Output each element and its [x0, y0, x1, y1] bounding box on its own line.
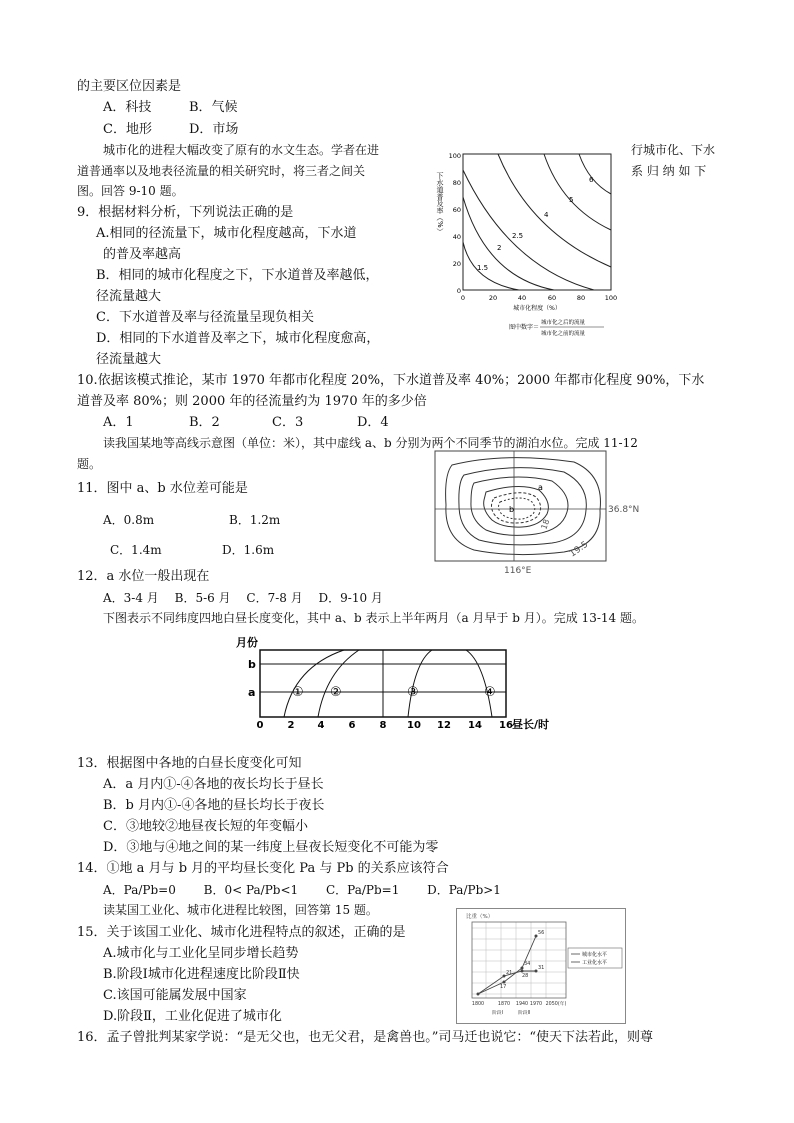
q9-option-b-2: 径流量越大: [96, 289, 162, 304]
runoff-label-4: 4: [544, 211, 549, 219]
q10-option-a: A．1: [103, 415, 134, 430]
intro-13-14: 下图表示不同纬度四地白昼长度变化，其中 a、b 表示上半年两月（a 月早于 b 月）。完成 13-14 题。: [103, 611, 644, 625]
q13-option-a: A．a 月内①-④各地的夜长均长于昼长: [103, 777, 324, 792]
contour-label-b: b: [509, 505, 515, 514]
runoff-label-6: 6: [589, 176, 594, 184]
q8-option-d: D．市场: [189, 122, 239, 137]
q11-option-a: A．0.8m: [103, 513, 155, 527]
intro-9-10-line2-right: 系 归 纳 如 下: [631, 164, 707, 178]
runoff-xlabel: 城市化程度（%）: [513, 305, 561, 312]
daylength-curve-2: [318, 650, 359, 717]
q10-line2: 道普及率 80%；则 2000 年的径流量约为 1970 年的多少倍: [77, 394, 427, 409]
runoff-figure: [434, 142, 620, 342]
runoff-ytick-0: 0: [456, 287, 461, 295]
daylength-curve-4: [466, 650, 492, 717]
intro-11-12-line2: 题。: [77, 457, 102, 471]
daylength-xtick-0: 0: [256, 720, 264, 731]
runoff-label-5: 5: [569, 196, 574, 204]
daylength-xtick-14: 14: [468, 720, 482, 731]
q13-option-b: B．b 月内①-④各地的昼长均长于夜长: [103, 798, 325, 813]
intro-9-10-line1: 城市化的进程大幅改变了原有的水文生态。学者在进: [103, 143, 380, 157]
q15-option-d: D.阶段Ⅱ，工业化促进了城市化: [103, 1009, 282, 1024]
daylength-xtick-2: 2: [287, 720, 295, 731]
urbanization-ylabel: 比重（%）: [466, 914, 494, 920]
urbanization-value-28: 28: [522, 973, 529, 979]
daylength-curve-1: [284, 650, 344, 717]
q15-option-b: B.阶段Ⅰ城市化进程速度比阶段Ⅱ快: [103, 967, 300, 982]
q16-line: 16．孟子曾批判某家学说：“是无父也，也无父君，是禽兽也。”司马迁也说它：“使天下法若此，则尊: [77, 1030, 653, 1045]
intro-9-10-line1-right: 行城市化、下水: [631, 143, 716, 157]
runoff-label-1-5: 1.5: [477, 264, 489, 272]
runoff-label-2: 2: [497, 244, 502, 252]
q14-options: A．Pa/Pb=0 B．0< Pa/Pb<1 C．Pa/Pb=1 D．Pa/Pb>1: [103, 883, 501, 897]
runoff-xtick-20: 20: [488, 294, 498, 302]
contour-label-19-5: 19.5: [567, 539, 591, 560]
q10-line1: 10.依据该模式推论，某市 1970 年都市化程度 20%，下水道普及率 40%；2000 年都市化程度 90%，下水: [77, 373, 705, 388]
urbanization-xtick-1940: 1940: [515, 1002, 529, 1007]
runoff-ytick-20: 20: [452, 260, 461, 268]
daylength-xtick-4: 4: [317, 720, 325, 731]
q11-option-d: D．1.6m: [222, 543, 275, 557]
q10-option-c: C．3: [272, 415, 304, 430]
urbanization-value-34: 34: [524, 961, 531, 967]
q15-option-a: A.城市化与工业化呈同步增长趋势: [103, 946, 299, 961]
runoff-ytick-100: 100: [448, 152, 461, 160]
urbanization-xtick-1870: 1870: [497, 1002, 511, 1007]
daylength-xtick-8: 8: [379, 720, 387, 731]
urbanization-figure: [456, 908, 626, 1024]
runoff-ytick-80: 80: [452, 179, 461, 187]
runoff-curve-5: [544, 154, 611, 230]
q12-options: A．3-4 月 B．5-6 月 C．7-8 月 D．9-10 月: [103, 591, 383, 605]
urbanization-stage-2: 阶段Ⅱ: [518, 1011, 530, 1016]
intro-9-10-line2: 道普通率以及地表径流量的相关研究时，将三者之间关: [77, 164, 366, 178]
intro-11-12-line1: 读我国某地等高线示意图（单位：米），其中虚线 a、b 分别为两个不同季节的湖泊水位。完成 11-12: [103, 436, 638, 450]
runoff-ytick-60: 60: [452, 206, 461, 214]
q13-option-d: D．③地与④地之间的某一纬度上昼夜长短变化不可能为零: [103, 840, 439, 855]
daylength-marker-2: ②: [330, 685, 342, 700]
daylength-a-label: a: [248, 686, 256, 699]
urbanization-value-31: 31: [538, 965, 545, 971]
urbanization-xtick-1970: 1970: [529, 1002, 543, 1007]
daylength-b-label: b: [248, 658, 256, 671]
runoff-xtick-80: 80: [576, 294, 586, 302]
q15-stem: 15．关于该国工业化、城市化进程特点的叙述，正确的是: [77, 925, 406, 940]
contour-figure: [434, 450, 670, 578]
q12-stem: 12．a 水位一般出现在: [77, 569, 210, 584]
q9-option-b-1: B．相同的城市化程度之下，下水道普及率越低，: [96, 268, 379, 283]
runoff-curve-1-5: [463, 242, 519, 290]
urbanization-value-17: 17: [500, 984, 507, 990]
q9-option-d-1: D．相同的下水道普及率之下，城市化程度愈高，: [96, 331, 380, 346]
runoff-ylabel: 下水道普及率（%）: [436, 172, 444, 235]
contour-lon-label: 116°E: [504, 566, 532, 576]
q8-option-b: B．气候: [189, 100, 238, 115]
daylength-xlabel: 昼长/时: [512, 718, 550, 731]
urbanization-value-56: 56: [538, 930, 545, 936]
runoff-note-numerator: 城市化之后的流量: [541, 320, 586, 326]
runoff-curve-4: [498, 154, 611, 267]
contour-lat-label: 36.8°N: [608, 505, 640, 515]
daylength-marker-3: ③: [407, 685, 419, 700]
runoff-xtick-100: 100: [604, 294, 618, 302]
urbanization-stage-1: 阶段Ⅰ: [492, 1011, 504, 1016]
daylength-xtick-6: 6: [348, 720, 356, 731]
runoff-label-2-5: 2.5: [512, 232, 524, 240]
urbanization-legend-urban: 城市化水平: [582, 952, 608, 958]
q11-option-c: C．1.4m: [110, 543, 162, 557]
q15-option-c: C.该国可能属发展中国家: [103, 988, 247, 1003]
urbanization-xtick-1800: 1800: [471, 1002, 485, 1007]
runoff-note-prefix: 图中数字＝: [509, 324, 540, 331]
runoff-xtick-0: 0: [460, 294, 466, 302]
q11-option-b: B．1.2m: [229, 513, 281, 527]
runoff-xtick-40: 40: [517, 294, 527, 302]
q9-stem: 9．根据材料分析，下列说法正确的是: [77, 205, 294, 220]
daylength-xtick-10: 10: [407, 720, 421, 731]
runoff-curve-2: [463, 197, 554, 290]
q8-tail: 的主要区位因素是: [77, 79, 182, 94]
daylength-marker-1: ①: [292, 685, 304, 700]
q10-option-b: B．2: [189, 415, 220, 430]
urbanization-value-21: 21: [506, 970, 513, 976]
runoff-curve-6: [579, 154, 611, 194]
contour-label-18: 18: [539, 518, 552, 531]
daylength-xtick-16: 16: [499, 720, 513, 731]
q9-option-a-2: 的普及率越高: [103, 247, 182, 262]
daylength-xtick-12: 12: [437, 720, 451, 731]
urbanization-legend-industry: 工业化水平: [582, 960, 608, 966]
daylength-ylabel: 月份: [236, 636, 258, 649]
q8-option-c: C．地形: [103, 122, 152, 137]
intro-15: 读某国工业化、城市化进程比较图，回答第 15 题。: [103, 903, 378, 917]
urbanization-point: [477, 993, 480, 996]
urbanization-xtick-2050: 2050(年): [545, 1002, 567, 1007]
q9-option-d-2: 径流量越大: [96, 352, 162, 367]
daylength-curve-3: [408, 650, 432, 717]
q11-stem: 11．图中 a、b 水位差可能是: [77, 481, 248, 496]
contour-label-a: a: [538, 483, 543, 492]
q9-option-c: C．下水道普及率与径流量呈现负相关: [96, 310, 314, 325]
intro-9-10-line3: 图。回答 9-10 题。: [77, 184, 184, 198]
q9-option-a-1: A.相同的径流量下，城市化程度越高，下水道: [96, 226, 357, 241]
q14-stem: 14．①地 a 月与 b 月的平均昼长变化 Pa 与 Pb 的关系应该符合: [77, 861, 449, 876]
q13-stem: 13．根据图中各地的白昼长度变化可知: [77, 756, 302, 771]
runoff-curve-2-5: [463, 170, 594, 290]
q8-option-a: A．科技: [103, 100, 152, 115]
q10-option-d: D．4: [357, 415, 389, 430]
daylength-figure: [234, 632, 550, 732]
daylength-marker-4: ④: [484, 685, 496, 700]
runoff-note-denominator: 城市化之前的流量: [541, 331, 586, 337]
q13-option-c: C．③地较②地昼夜长短的年变幅小: [103, 819, 308, 834]
runoff-xtick-60: 60: [547, 294, 557, 302]
runoff-ytick-40: 40: [452, 233, 461, 241]
